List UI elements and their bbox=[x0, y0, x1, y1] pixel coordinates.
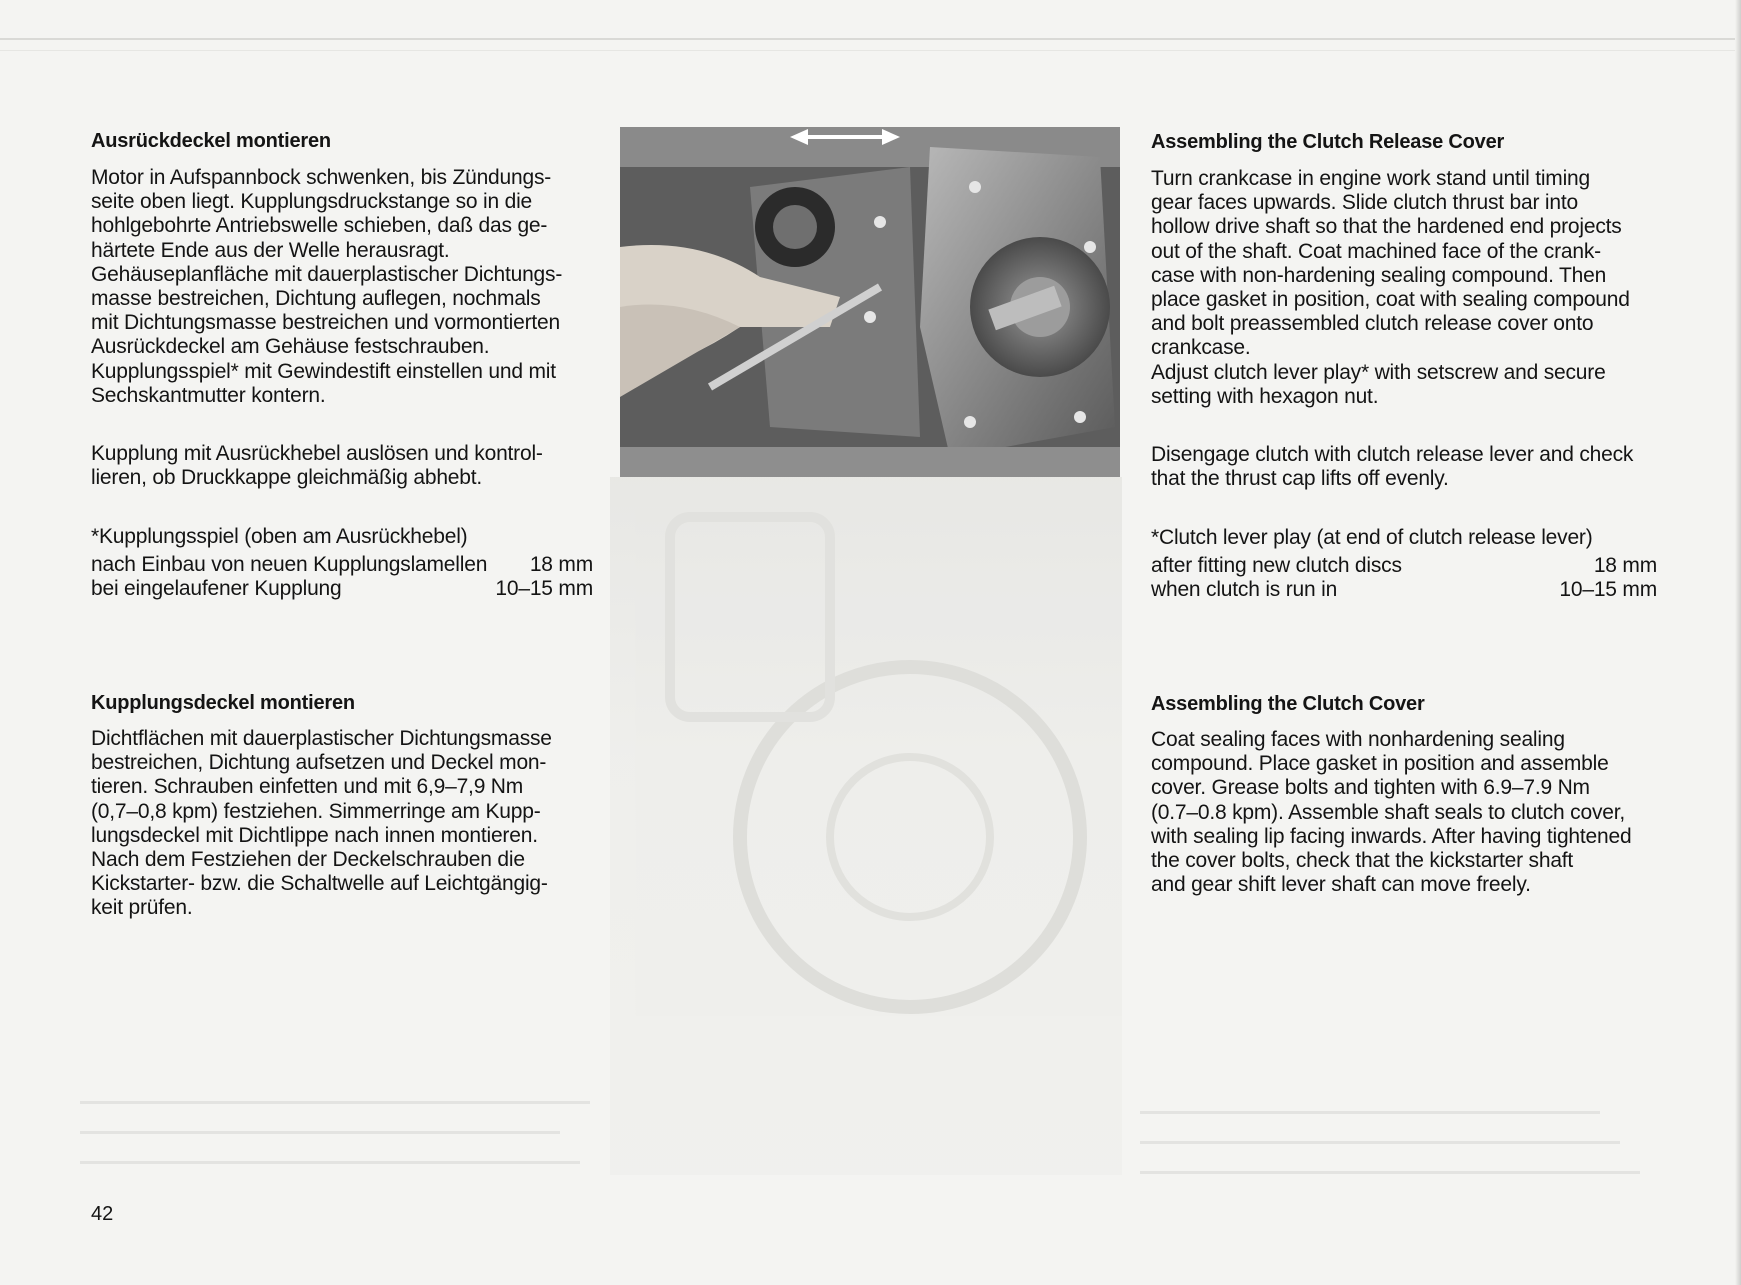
page-number: 42 bbox=[91, 1203, 114, 1225]
text-line: out of the shaft. Coat machined face of the crank- bbox=[1151, 239, 1601, 263]
spec-title: *Clutch lever play (at end of clutch release lever) bbox=[1151, 526, 1593, 549]
engine-photo bbox=[620, 127, 1120, 477]
text-line: cover. Grease bolts and tighten with 6.9–7.9 Nm bbox=[1151, 776, 1590, 800]
text-line: mit Dichtungsmasse bestreichen und vormontierten bbox=[91, 311, 560, 335]
bleedthrough-lines bbox=[80, 1080, 600, 1170]
text-line: härtete Ende aus der Welle herausragt. bbox=[91, 238, 450, 262]
engine-illustration bbox=[620, 127, 1120, 477]
bleedthrough-lines-right bbox=[1140, 1100, 1660, 1180]
spec-value: 10–15 mm bbox=[495, 577, 593, 601]
bleedthrough-decoration bbox=[80, 1080, 600, 1170]
german-section-release-cover bbox=[91, 130, 593, 153]
text-line: place gasket in position, coat with sealing compound bbox=[1151, 288, 1630, 312]
spec-value: 18 mm bbox=[1593, 554, 1657, 578]
text-line: lieren, ob Druckkappe gleichmäßig abhebt. bbox=[91, 466, 483, 490]
english-section-release-cover bbox=[1151, 131, 1657, 154]
text-line: Sechskantmutter kontern. bbox=[91, 383, 326, 407]
text-line: hollow drive shaft so that the hardened end projects bbox=[1151, 215, 1622, 239]
text-line: masse bestreichen, Dichtung auflegen, nochmals bbox=[91, 287, 541, 311]
text-line: hohlgebohrte Antriebswelle schieben, daß das ge- bbox=[91, 214, 548, 238]
text-line: Turn crankcase in engine work stand until timing bbox=[1151, 167, 1591, 190]
engine-outline-faint bbox=[610, 477, 1122, 1175]
spec-row bbox=[91, 577, 593, 601]
text-line: Disengage clutch with clutch release lever and check bbox=[1151, 443, 1634, 466]
text-line: case with non-hardening sealing compound. Then bbox=[1151, 263, 1607, 287]
text-line: Nach dem Festziehen der Deckelschrauben die bbox=[91, 848, 525, 872]
english-disengage-text bbox=[1151, 443, 1657, 491]
german-heading-release-cover: Ausrückdeckel montieren bbox=[91, 130, 331, 152]
text-line: Coat sealing faces with nonhardening sealing bbox=[1151, 728, 1565, 751]
page-top-edge bbox=[0, 38, 1741, 40]
english-spec-block bbox=[1151, 526, 1657, 603]
german-release-cover-text bbox=[91, 166, 593, 408]
text-line: tieren. Schrauben einfetten und mit 6,9–7,9 Nm bbox=[91, 775, 524, 799]
spec-title: *Kupplungsspiel (oben am Ausrückhebel) bbox=[91, 525, 468, 548]
page-right-edge bbox=[1735, 0, 1741, 1285]
text-line: keit prüfen. bbox=[91, 896, 193, 920]
text-line: compound. Place gasket in position and assemble bbox=[1151, 752, 1609, 776]
german-disengage-text bbox=[91, 442, 593, 490]
text-line: Dichtflächen mit dauerplastischer Dichtungsmasse bbox=[91, 727, 552, 750]
german-clutch-cover-text bbox=[91, 727, 593, 921]
text-line: Adjust clutch lever play* with setscrew and secure bbox=[1151, 360, 1606, 384]
text-line: gear faces upwards. Slide clutch thrust bar into bbox=[1151, 191, 1578, 215]
text-line: setting with hexagon nut. bbox=[1151, 384, 1379, 408]
english-release-cover-text bbox=[1151, 167, 1657, 409]
english-heading-clutch-cover: Assembling the Clutch Cover bbox=[1151, 693, 1425, 715]
text-line: the cover bolts, check that the kickstarter shaft bbox=[1151, 849, 1574, 873]
spec-value: 10–15 mm bbox=[1559, 578, 1657, 602]
bleedthrough-decoration-right bbox=[1140, 1100, 1660, 1180]
page-top-edge-line bbox=[0, 50, 1741, 51]
spec-row bbox=[1151, 554, 1657, 578]
german-section-clutch-cover bbox=[91, 692, 593, 715]
spec-row bbox=[91, 553, 593, 577]
text-line: bestreichen, Dichtung aufsetzen und Deckel mon- bbox=[91, 751, 547, 775]
spec-row bbox=[1151, 578, 1657, 602]
spec-label: bei eingelaufener Kupplung bbox=[91, 577, 342, 601]
english-section-clutch-cover bbox=[1151, 693, 1657, 716]
english-heading-release-cover: Assembling the Clutch Release Cover bbox=[1151, 131, 1505, 153]
text-line: (0,7–0,8 kpm) festziehen. Simmerringe am Kupp- bbox=[91, 799, 541, 823]
text-line: and bolt preassembled clutch release cover onto bbox=[1151, 312, 1594, 336]
text-line: lungsdeckel mit Dichtlippe nach innen montieren. bbox=[91, 823, 538, 847]
text-line: crankcase. bbox=[1151, 336, 1251, 360]
text-line: Gehäuseplanfläche mit dauerplastischer Dichtungs- bbox=[91, 262, 563, 286]
text-line: seite oben liegt. Kupplungsdruckstange so in die bbox=[91, 190, 533, 214]
text-line: Motor in Aufspannbock schwenken, bis Zündungs- bbox=[91, 166, 552, 189]
text-line: (0.7–0.8 kpm). Assemble shaft seals to clutch cover, bbox=[1151, 800, 1625, 824]
spec-label: when clutch is run in bbox=[1151, 578, 1338, 602]
text-line: Kupplungsspiel* mit Gewindestift einstellen und mit bbox=[91, 359, 556, 383]
text-line: and gear shift lever shaft can move freely. bbox=[1151, 873, 1531, 897]
english-clutch-cover-text bbox=[1151, 728, 1657, 897]
text-line: with sealing lip facing inwards. After having tightened bbox=[1151, 824, 1632, 848]
text-line: Kickstarter- bzw. die Schaltwelle auf Leichtgängig- bbox=[91, 872, 548, 896]
german-spec-block bbox=[91, 525, 593, 602]
text-line: Ausrückdeckel am Gehäuse festschrauben. bbox=[91, 335, 490, 359]
text-line: that the thrust cap lifts off evenly. bbox=[1151, 467, 1449, 491]
spec-label: nach Einbau von neuen Kupplungslamellen bbox=[91, 553, 488, 577]
photo-faded-area bbox=[610, 477, 1122, 1175]
spec-value: 18 mm bbox=[529, 553, 593, 577]
german-heading-clutch-cover: Kupplungsdeckel montieren bbox=[91, 692, 355, 714]
spec-label: after fitting new clutch discs bbox=[1151, 554, 1402, 578]
text-line: Kupplung mit Ausrückhebel auslösen und kontrol- bbox=[91, 442, 543, 465]
